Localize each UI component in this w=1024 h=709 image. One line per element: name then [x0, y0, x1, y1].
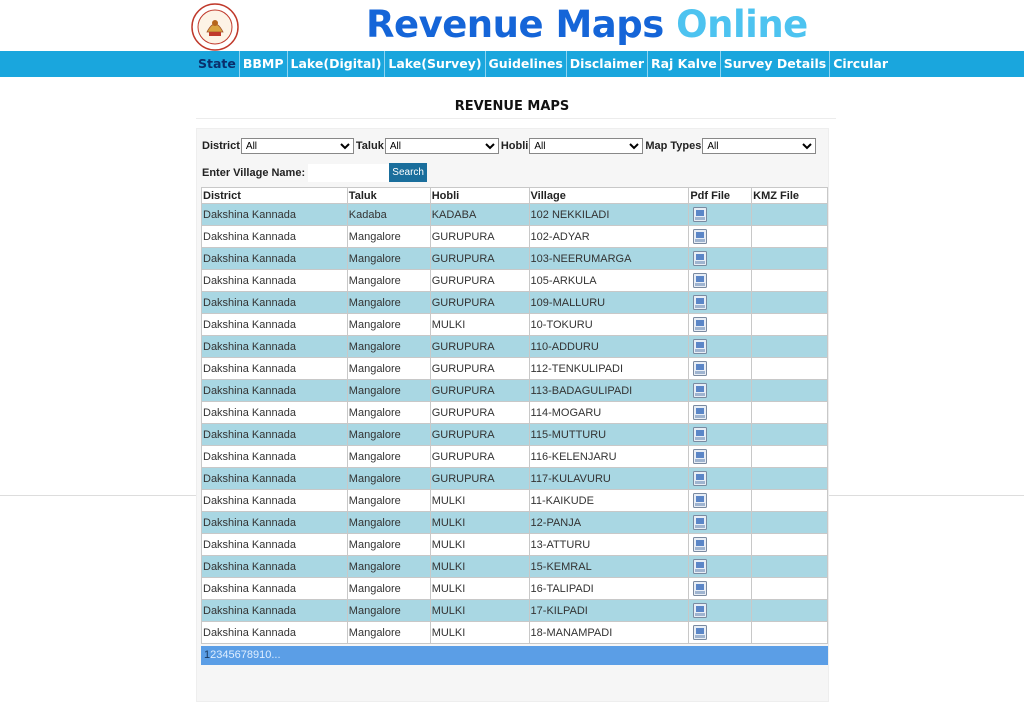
nav-menu [195, 51, 891, 77]
cell-kmz-file [752, 314, 828, 336]
pdf-download-icon[interactable] [690, 582, 707, 594]
table-row [202, 204, 828, 226]
table-row [202, 600, 828, 622]
cell-hobli: GURUPURA [430, 336, 529, 358]
cell-kmz-file [752, 402, 828, 424]
nav-item-state[interactable]: State [195, 51, 240, 77]
cell-district: Dakshina Kannada [202, 468, 348, 490]
cell-district: Dakshina Kannada [202, 578, 348, 600]
cell-pdf-file [689, 468, 752, 490]
district-label: District [202, 140, 240, 152]
maptype-select[interactable] [702, 138, 816, 154]
cell-taluk: Kadaba [347, 204, 430, 226]
pdf-download-icon[interactable] [690, 230, 707, 242]
cell-district: Dakshina Kannada [202, 556, 348, 578]
pdf-download-icon[interactable] [690, 406, 707, 418]
cell-hobli: MULKI [430, 556, 529, 578]
cell-taluk: Mangalore [347, 424, 430, 446]
page-link-1[interactable]: 1 [204, 649, 211, 661]
cell-taluk: Mangalore [347, 402, 430, 424]
table-row [202, 380, 828, 402]
cell-hobli: MULKI [430, 512, 529, 534]
table-row [202, 270, 828, 292]
nav-item-guidelines[interactable]: Guidelines [486, 51, 567, 77]
maptype-label: Map Types [645, 140, 702, 152]
right-divider [829, 495, 1024, 496]
table-row [202, 468, 828, 490]
cell-village: 105-ARKULA [529, 270, 689, 292]
filter-bar [202, 138, 818, 154]
cell-hobli: GURUPURA [430, 358, 529, 380]
cell-district: Dakshina Kannada [202, 446, 348, 468]
cell-village: 112-TENKULIPADI [529, 358, 689, 380]
cell-taluk: Mangalore [347, 336, 430, 358]
cell-pdf-file [689, 534, 752, 556]
pdf-download-icon[interactable] [690, 494, 707, 506]
cell-hobli: MULKI [430, 490, 529, 512]
cell-district: Dakshina Kannada [202, 248, 348, 270]
table-row [202, 490, 828, 512]
cell-village: 117-KULAVURU [529, 468, 689, 490]
pdf-download-icon[interactable] [690, 472, 707, 484]
table-row [202, 292, 828, 314]
pdf-download-icon[interactable] [690, 538, 707, 550]
cell-village: 12-PANJA [529, 512, 689, 534]
cell-hobli: GURUPURA [430, 402, 529, 424]
cell-hobli: GURUPURA [430, 226, 529, 248]
cell-hobli: MULKI [430, 578, 529, 600]
search-button[interactable]: Search [389, 163, 427, 182]
cell-pdf-file [689, 380, 752, 402]
page-link-4[interactable]: 4 [222, 649, 229, 661]
cell-kmz-file [752, 270, 828, 292]
cell-village: 16-TALIPADI [529, 578, 689, 600]
column-header-village: Village [529, 188, 689, 204]
pagination [201, 646, 828, 665]
pdf-download-icon[interactable] [690, 296, 707, 308]
page-link-2[interactable]: 2 [210, 649, 217, 661]
cell-district: Dakshina Kannada [202, 336, 348, 358]
site-header [0, 0, 1024, 50]
cell-taluk: Mangalore [347, 226, 430, 248]
karnataka-emblem-icon [190, 2, 240, 52]
cell-kmz-file [752, 424, 828, 446]
cell-village: 114-MOGARU [529, 402, 689, 424]
table-row [202, 622, 828, 644]
pdf-download-icon[interactable] [690, 252, 707, 264]
cell-village: 109-MALLURU [529, 292, 689, 314]
cell-district: Dakshina Kannada [202, 292, 348, 314]
cell-pdf-file [689, 622, 752, 644]
cell-pdf-file [689, 578, 752, 600]
table-row [202, 314, 828, 336]
village-label: Enter Village Name: [202, 166, 306, 179]
cell-pdf-file [689, 424, 752, 446]
pdf-download-icon[interactable] [690, 340, 707, 352]
cell-kmz-file [752, 248, 828, 270]
page-link-7[interactable]: 7 [240, 649, 247, 661]
cell-kmz-file [752, 490, 828, 512]
cell-taluk: Mangalore [347, 578, 430, 600]
cell-taluk: Mangalore [347, 380, 430, 402]
page-link-6[interactable]: 6 [234, 649, 241, 661]
cell-hobli: MULKI [430, 600, 529, 622]
cell-district: Dakshina Kannada [202, 358, 348, 380]
cell-village: 116-KELENJARU [529, 446, 689, 468]
cell-taluk: Mangalore [347, 292, 430, 314]
cell-kmz-file [752, 358, 828, 380]
pdf-download-icon[interactable] [690, 208, 707, 220]
pdf-download-icon[interactable] [690, 560, 707, 572]
cell-kmz-file [752, 380, 828, 402]
nav-item-survey-details[interactable]: Survey Details [721, 51, 830, 77]
cell-district: Dakshina Kannada [202, 204, 348, 226]
cell-taluk: Mangalore [347, 270, 430, 292]
pdf-download-icon[interactable] [690, 384, 707, 396]
pdf-download-icon[interactable] [690, 450, 707, 462]
cell-kmz-file [752, 556, 828, 578]
cell-kmz-file [752, 578, 828, 600]
cell-taluk: Mangalore [347, 512, 430, 534]
cell-taluk: Mangalore [347, 556, 430, 578]
cell-taluk: Mangalore [347, 468, 430, 490]
pdf-download-icon[interactable] [690, 362, 707, 374]
cell-pdf-file [689, 402, 752, 424]
cell-village: 13-ATTURU [529, 534, 689, 556]
cell-pdf-file [689, 446, 752, 468]
cell-hobli: GURUPURA [430, 248, 529, 270]
table-row [202, 512, 828, 534]
cell-kmz-file [752, 446, 828, 468]
taluk-select[interactable] [385, 138, 499, 154]
hobli-label: Hobli [500, 140, 529, 152]
hobli-select[interactable] [529, 138, 643, 154]
cell-pdf-file [689, 226, 752, 248]
cell-kmz-file [752, 512, 828, 534]
nav-item-circular[interactable]: Circular [833, 56, 889, 71]
district-select[interactable] [241, 138, 354, 154]
cell-kmz-file [752, 622, 828, 644]
pdf-download-icon[interactable] [690, 516, 707, 528]
cell-hobli: GURUPURA [430, 424, 529, 446]
village-search-row [202, 163, 427, 182]
site-title-main: Revenue Maps [366, 3, 664, 46]
page-link-8[interactable]: 8 [246, 649, 253, 661]
table-row [202, 446, 828, 468]
page-link-3[interactable]: 3 [216, 649, 223, 661]
village-input[interactable] [308, 164, 389, 182]
nav-item-lake-digital[interactable]: Lake(Digital) [288, 51, 386, 77]
pdf-download-icon[interactable] [690, 428, 707, 440]
pdf-download-icon[interactable] [690, 318, 707, 330]
cell-village: 115-MUTTURU [529, 424, 689, 446]
cell-hobli: GURUPURA [430, 468, 529, 490]
cell-hobli: MULKI [430, 622, 529, 644]
cell-kmz-file [752, 292, 828, 314]
cell-pdf-file [689, 270, 752, 292]
cell-district: Dakshina Kannada [202, 402, 348, 424]
main-navbar [0, 51, 1024, 77]
cell-pdf-file [689, 292, 752, 314]
cell-pdf-file [689, 600, 752, 622]
column-header-district: District [202, 188, 348, 204]
cell-taluk: Mangalore [347, 248, 430, 270]
cell-hobli: MULKI [430, 314, 529, 336]
table-row [202, 534, 828, 556]
cell-district: Dakshina Kannada [202, 600, 348, 622]
table-row [202, 556, 828, 578]
cell-pdf-file [689, 336, 752, 358]
revenue-maps-table [201, 187, 828, 644]
site-title [366, 2, 808, 48]
taluk-label: Taluk [355, 140, 384, 152]
cell-district: Dakshina Kannada [202, 380, 348, 402]
cell-kmz-file [752, 336, 828, 358]
cell-taluk: Mangalore [347, 358, 430, 380]
column-header-pdf-file: Pdf File [689, 188, 752, 204]
cell-district: Dakshina Kannada [202, 512, 348, 534]
cell-kmz-file [752, 226, 828, 248]
pdf-download-icon[interactable] [690, 604, 707, 616]
cell-district: Dakshina Kannada [202, 622, 348, 644]
column-header-kmz-file: KMZ File [752, 188, 828, 204]
cell-taluk: Mangalore [347, 314, 430, 336]
table-row [202, 248, 828, 270]
cell-village: 10-TOKURU [529, 314, 689, 336]
cell-taluk: Mangalore [347, 446, 430, 468]
table-row [202, 578, 828, 600]
cell-district: Dakshina Kannada [202, 534, 348, 556]
cell-village: 17-KILPADI [529, 600, 689, 622]
cell-district: Dakshina Kannada [202, 424, 348, 446]
cell-hobli: MULKI [430, 534, 529, 556]
cell-pdf-file [689, 512, 752, 534]
cell-village: 11-KAIKUDE [529, 490, 689, 512]
nav-item-bbmp[interactable]: BBMP [240, 51, 288, 77]
cell-kmz-file [752, 204, 828, 226]
table-header-row [202, 188, 828, 204]
pdf-download-icon[interactable] [690, 274, 707, 286]
cell-pdf-file [689, 204, 752, 226]
nav-item-lake-survey[interactable]: Lake(Survey) [385, 51, 485, 77]
table-row [202, 336, 828, 358]
cell-taluk: Mangalore [347, 622, 430, 644]
nav-item-raj-kalve[interactable]: Raj Kalve [648, 51, 721, 77]
cell-village: 110-ADDURU [529, 336, 689, 358]
cell-taluk: Mangalore [347, 534, 430, 556]
cell-hobli: GURUPURA [430, 270, 529, 292]
pdf-download-icon[interactable] [690, 626, 707, 638]
cell-village: 15-KEMRAL [529, 556, 689, 578]
cell-kmz-file [752, 600, 828, 622]
cell-kmz-file [752, 534, 828, 556]
table-row [202, 358, 828, 380]
table-row [202, 226, 828, 248]
title-divider [196, 118, 836, 119]
cell-pdf-file [689, 314, 752, 336]
cell-district: Dakshina Kannada [202, 490, 348, 512]
nav-item-disclaimer[interactable]: Disclaimer [567, 51, 648, 77]
cell-village: 102 NEKKILADI [529, 204, 689, 226]
cell-taluk: Mangalore [347, 600, 430, 622]
cell-taluk: Mangalore [347, 490, 430, 512]
page-link-10[interactable]: 10 [259, 649, 272, 661]
cell-hobli: GURUPURA [430, 292, 529, 314]
cell-hobli: GURUPURA [430, 380, 529, 402]
cell-district: Dakshina Kannada [202, 314, 348, 336]
table-row [202, 402, 828, 424]
cell-pdf-file [689, 248, 752, 270]
page-title: REVENUE MAPS [454, 99, 570, 114]
cell-pdf-file [689, 490, 752, 512]
cell-village: 102-ADYAR [529, 226, 689, 248]
left-divider [0, 495, 196, 496]
cell-hobli: KADABA [430, 204, 529, 226]
table-row [202, 424, 828, 446]
page-link-9[interactable]: 9 [253, 649, 260, 661]
page-link-more[interactable]: ... [271, 649, 281, 661]
cell-pdf-file [689, 556, 752, 578]
column-header-taluk: Taluk [347, 188, 430, 204]
cell-district: Dakshina Kannada [202, 270, 348, 292]
cell-village: 113-BADAGULIPADI [529, 380, 689, 402]
cell-village: 18-MANAMPADI [529, 622, 689, 644]
cell-pdf-file [689, 358, 752, 380]
cell-district: Dakshina Kannada [202, 226, 348, 248]
cell-kmz-file [752, 468, 828, 490]
column-header-hobli: Hobli [430, 188, 529, 204]
cell-hobli: GURUPURA [430, 446, 529, 468]
page-link-5[interactable]: 5 [228, 649, 235, 661]
site-title-accent: Online [676, 3, 808, 46]
cell-village: 103-NEERUMARGA [529, 248, 689, 270]
